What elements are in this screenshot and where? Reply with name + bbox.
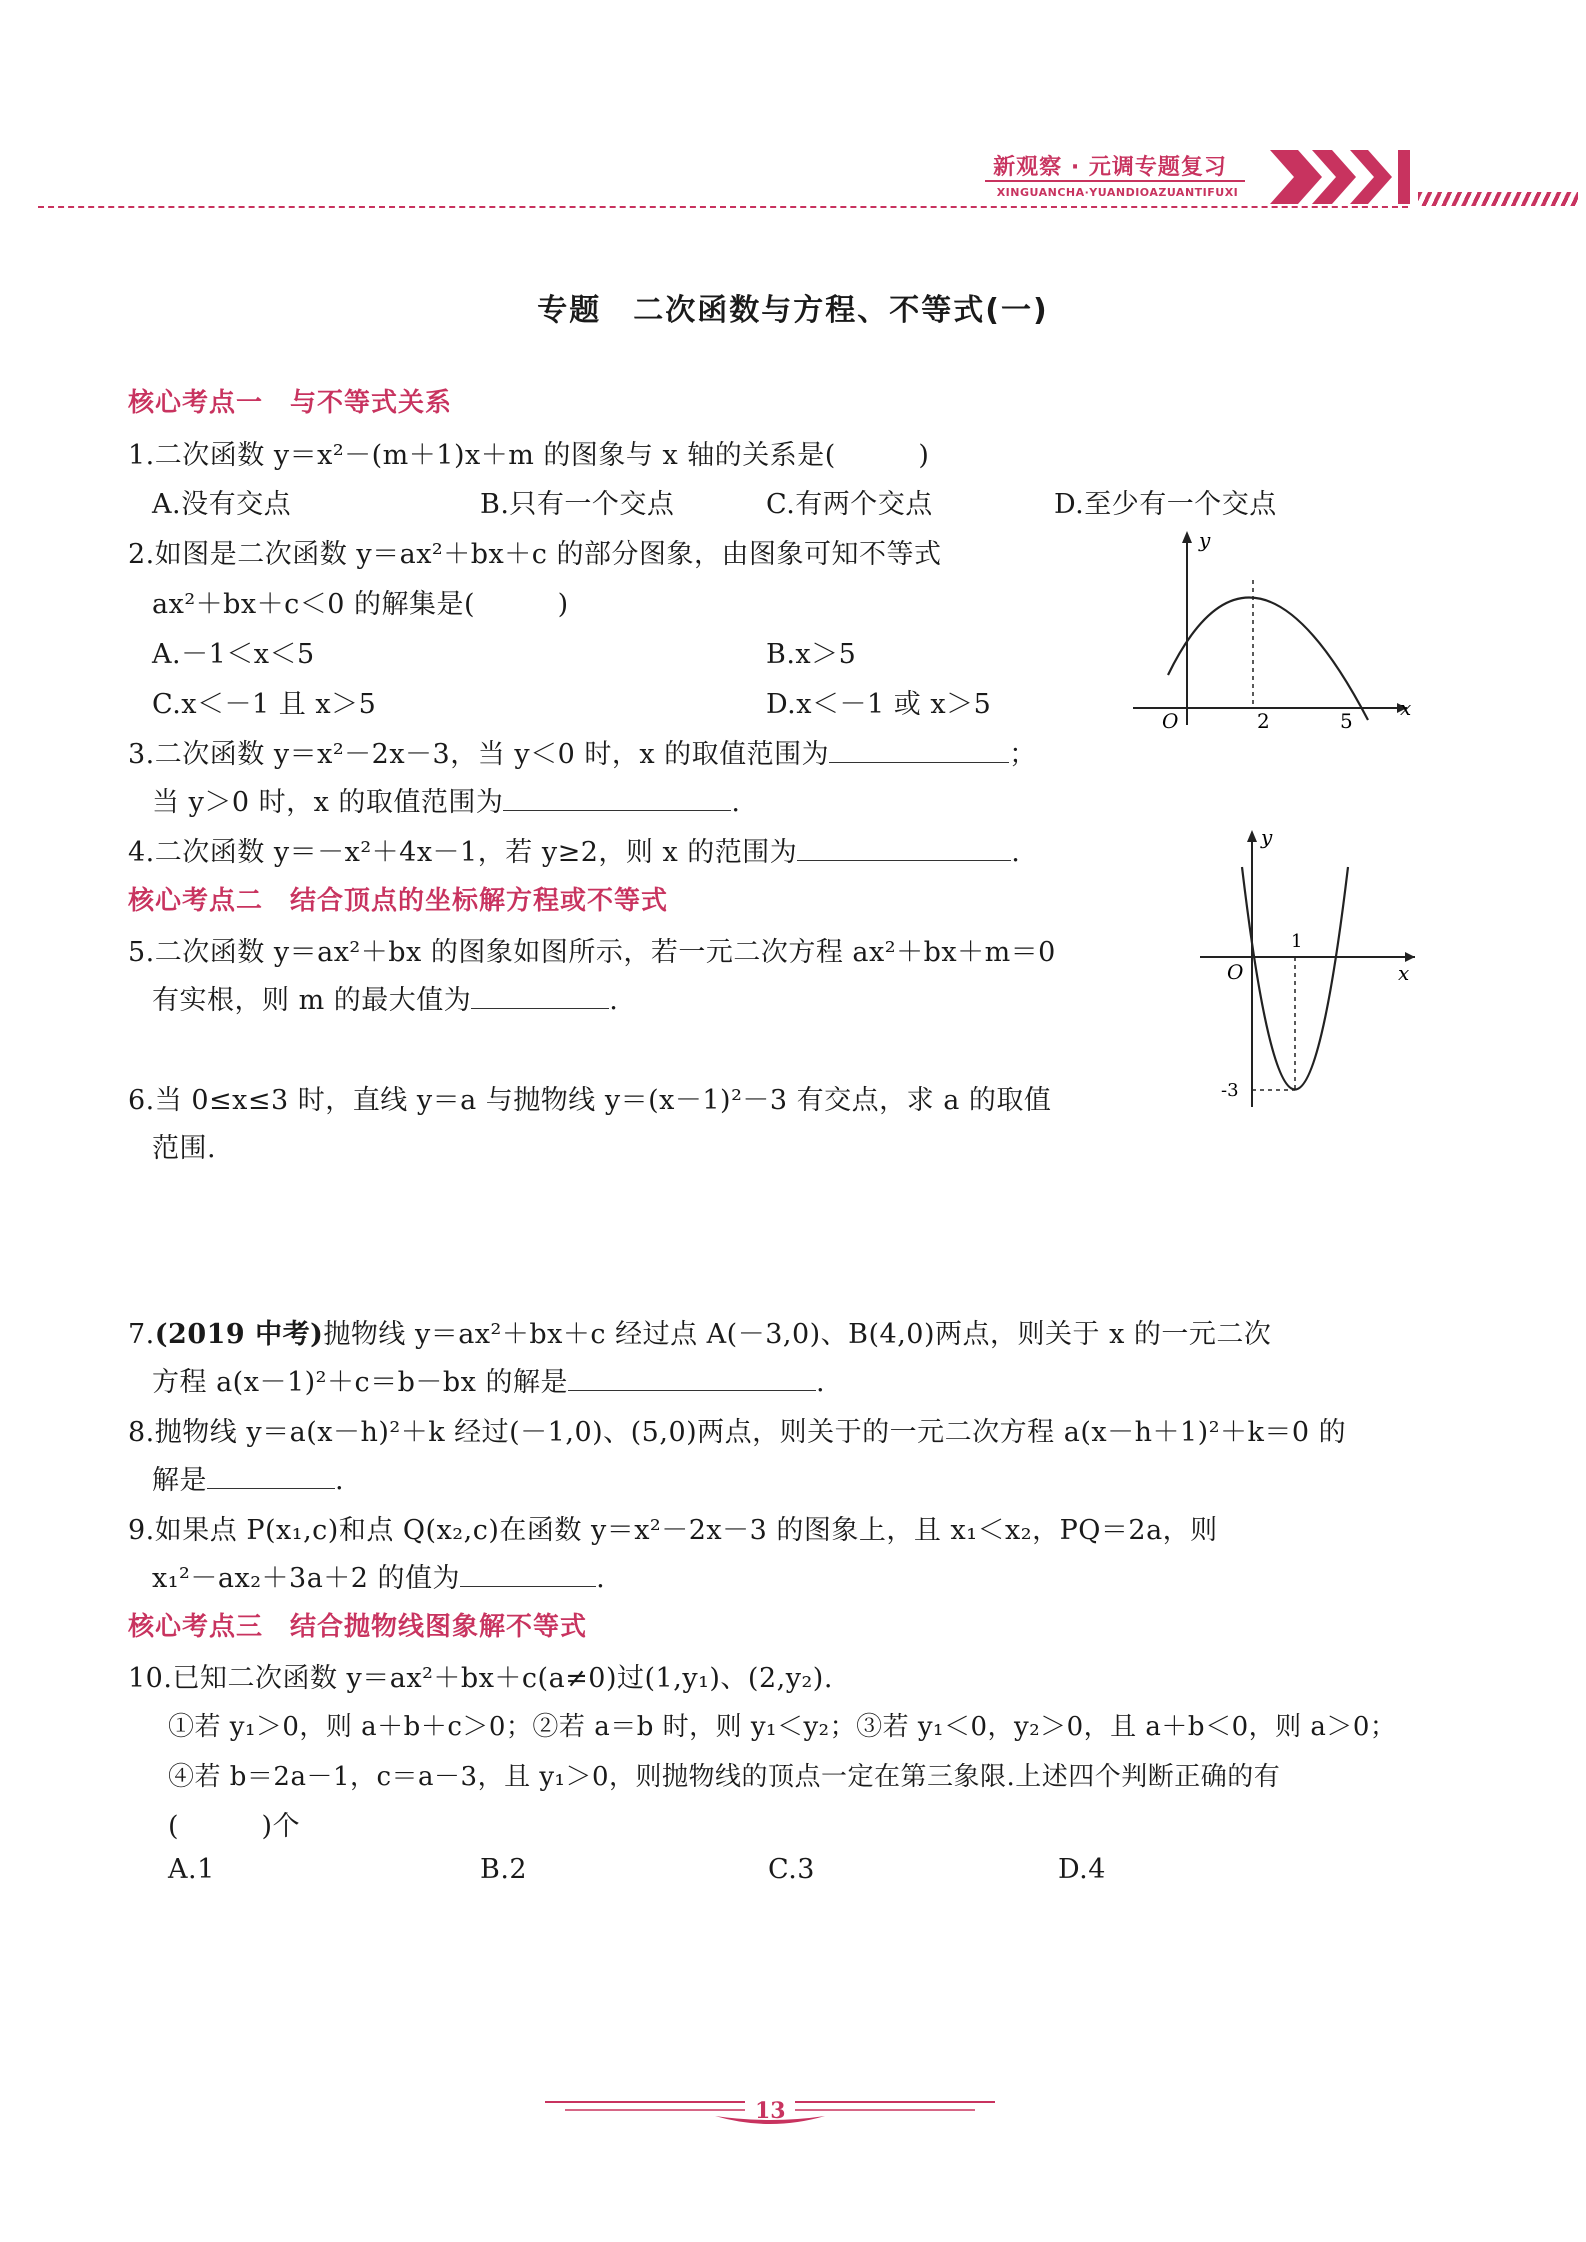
q2-stem-line1: 2.如图是二次函数 y＝ax²＋bx＋c 的部分图象，由图象可知不等式 [128, 539, 942, 570]
header-underline [985, 180, 1245, 182]
header-banner [975, 146, 1280, 210]
q5-line2: 有实根，则 m 的最大值为 . [152, 985, 619, 1016]
q10-option-a: A.1 [168, 1854, 215, 1885]
q7-line1: 7.(2019 中考)抛物线 y＝ax²＋bx＋c 经过点 A(－3,0)、B(4,0)两点，则关于 x 的一元二次 [128, 1319, 1272, 1350]
q2-option-c: C.x＜－1 且 x＞5 [152, 689, 377, 720]
q9-answer-blank[interactable] [460, 1562, 596, 1587]
graph1-x-label: x [1400, 696, 1412, 720]
q10-line2: ①若 y₁＞0，则 a＋b＋c＞0；②若 a＝b 时，则 y₁＜y₂；③若 y₁＜0，y₂＞0，且 a＋b＜0，则 a＞0； [168, 1712, 1397, 1742]
q5-answer-blank[interactable] [471, 984, 609, 1009]
q9-line2: x₁²－ax₂＋3a＋2 的值为 . [152, 1563, 606, 1594]
q10-option-b: B.2 [480, 1854, 528, 1885]
q7-line2: 方程 a(x－1)²＋c＝b－bx 的解是 . [152, 1367, 826, 1398]
q8-line2: 解是 . [152, 1465, 345, 1496]
q3-line2: 当 y＞0 时，x 的取值范围为 . [152, 787, 741, 818]
q4-answer-blank[interactable] [797, 836, 1011, 861]
q3-answer-blank-2[interactable] [503, 786, 731, 811]
q3-answer-blank-1[interactable] [829, 738, 1009, 763]
graph2-y-label: y [1261, 825, 1273, 849]
q2-option-a: A.－1＜x＜5 [152, 639, 315, 670]
q7-answer-blank[interactable] [568, 1366, 816, 1391]
q2-parabola-graph [1125, 525, 1420, 730]
header-chevrons [1270, 146, 1430, 208]
graph1-parabola [1168, 597, 1368, 720]
header-series-cn: 新观察 · 元调专题复习 [993, 155, 1227, 180]
q5-parabola-graph [1195, 822, 1420, 1112]
graph1-y-label: y [1199, 528, 1211, 552]
section-heading-3: 核心考点三 结合抛物线图象解不等式 [128, 1612, 588, 1642]
graph1-origin-label: O [1162, 709, 1179, 730]
page-number: 13 [755, 2098, 786, 2124]
q1-stem: 1.二次函数 y＝x²－(m＋1)x＋m 的图象与 x 轴的关系是( ) [128, 440, 930, 471]
section-heading-2: 核心考点二 结合顶点的坐标解方程或不等式 [128, 886, 669, 916]
q1-option-c: C.有两个交点 [766, 489, 933, 520]
q6-line2: 范围. [152, 1133, 217, 1164]
q2-stem-line2: ax²＋bx＋c＜0 的解集是( ) [152, 589, 569, 620]
q3-line1: 3.二次函数 y＝x²－2x－3，当 y＜0 时，x 的取值范围为 ； [128, 739, 1037, 770]
graph1-tick-2: 2 [1257, 709, 1270, 730]
q2-option-b: B.x＞5 [766, 639, 857, 670]
q10-line4: ( )个 [168, 1811, 301, 1842]
graph1-tick-5: 5 [1340, 709, 1353, 730]
q1-option-b: B.只有一个交点 [480, 489, 675, 520]
q10-option-c: C.3 [768, 1854, 815, 1885]
q10-option-d: D.4 [1058, 1854, 1106, 1885]
q1-option-a: A.没有交点 [152, 489, 292, 520]
q8-line1: 8.抛物线 y＝a(x－h)²＋k 经过(－1,0)、(5,0)两点，则关于的一元二次方程 a(x－h＋1)²＋k＝0 的 [128, 1417, 1347, 1448]
header-stripes [1418, 192, 1578, 206]
page-title: 专题 二次函数与方程、不等式(一) [537, 293, 1049, 328]
q5-line1: 5.二次函数 y＝ax²＋bx 的图象如图所示，若一元二次方程 ax²＋bx＋m＝0 [128, 937, 1056, 968]
q1-option-d: D.至少有一个交点 [1054, 489, 1277, 520]
q8-answer-blank[interactable] [207, 1464, 335, 1489]
header-series-en: XINGUANCHA·YUANDIOAZUANTIFUXI [996, 186, 1239, 199]
section-heading-1: 核心考点一 与不等式关系 [128, 388, 453, 418]
q10-line3: ④若 b＝2a－1，c＝a－3，且 y₁＞0，则抛物线的顶点一定在第三象限.上述四个判断正确的有 [168, 1762, 1281, 1792]
q6-line1: 6.当 0≤x≤3 时，直线 y＝a 与抛物线 y＝(x－1)²－3 有交点，求 a 的取值 [128, 1085, 1052, 1116]
graph2-tick-minus3: -3 [1221, 1080, 1239, 1101]
graph2-tick-1: 1 [1291, 931, 1303, 952]
q4-line: 4.二次函数 y＝－x²＋4x－1，若 y≥2，则 x 的范围为 . [128, 837, 1021, 868]
q7-exam-tag: (2019 中考) [154, 1319, 324, 1350]
graph2-x-label: x [1398, 961, 1410, 985]
q9-line1: 9.如果点 P(x₁,c)和点 Q(x₂,c)在函数 y＝x²－2x－3 的图象上，且 x₁＜x₂，PQ＝2a，则 [128, 1515, 1218, 1546]
q10-line1: 10.已知二次函数 y＝ax²＋bx＋c(a≠0)过(1,y₁)、(2,y₂). [128, 1663, 833, 1694]
q2-option-d: D.x＜－1 或 x＞5 [766, 689, 992, 720]
graph2-origin-label: O [1227, 960, 1244, 984]
